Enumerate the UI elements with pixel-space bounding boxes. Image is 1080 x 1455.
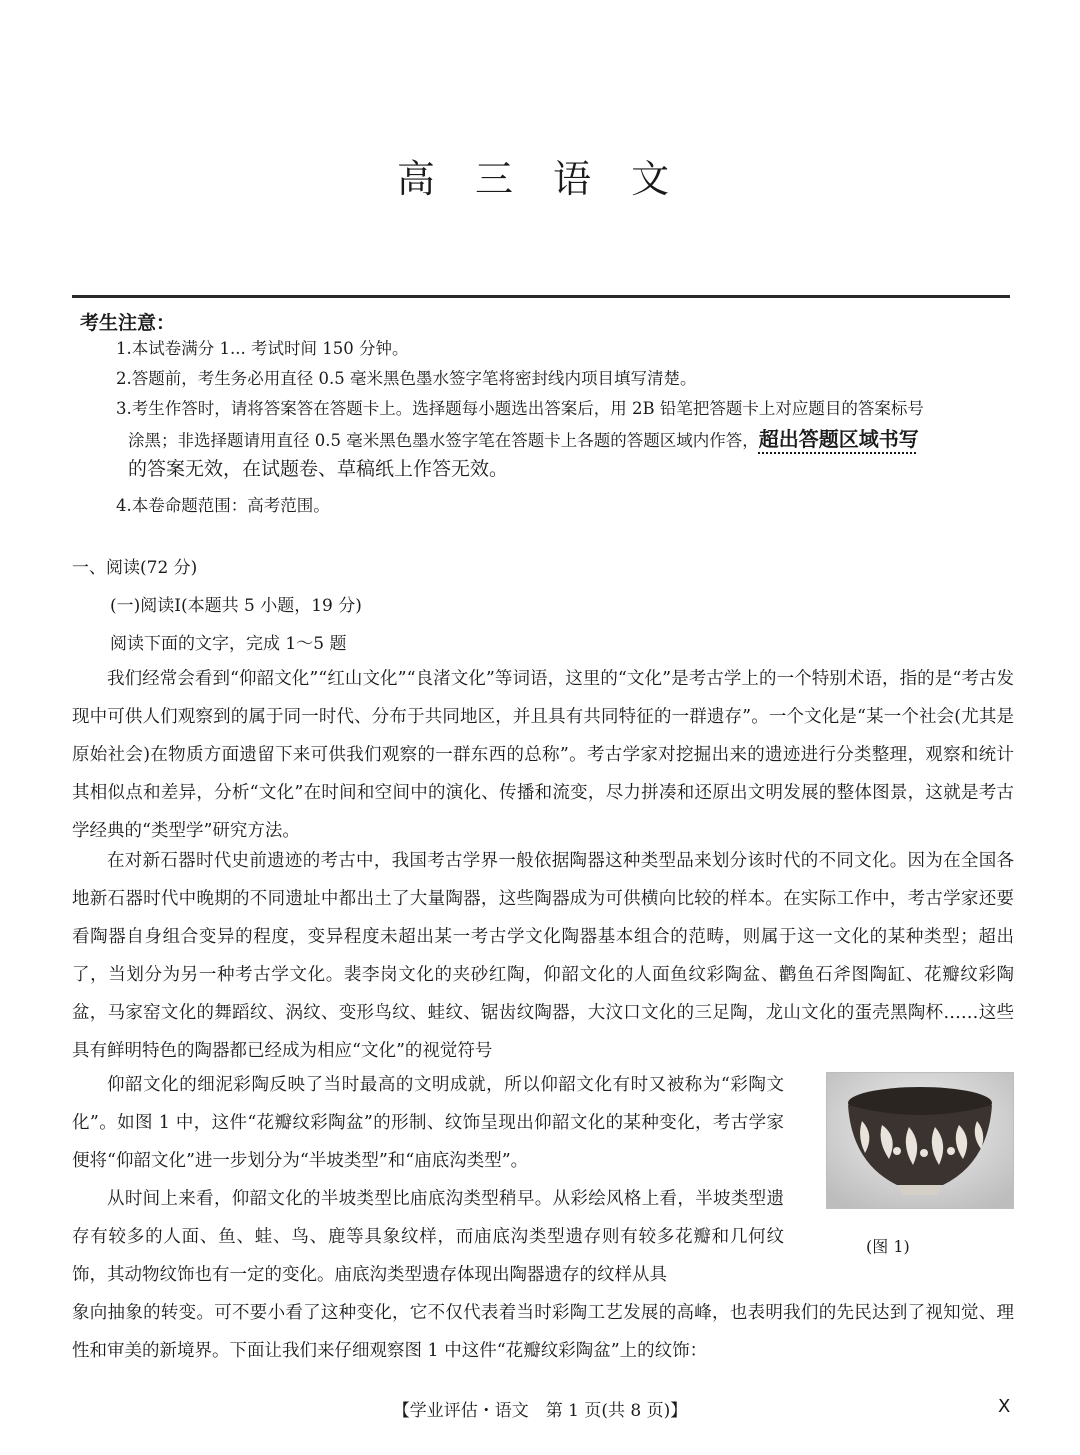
paragraph-4-part-2: 象向抽象的转变。可不要小看了这种变化，它不仅代表着当时彩陶工艺发展的高峰，也表明我们的先民达到了视知觉、理性和审美的新境界。下面让我们来仔细观察图 1 中这件“花瓣纹彩陶盆”上的纹饰：: [72, 1303, 1014, 1361]
section-heading: 一、阅读(72 分): [72, 558, 198, 578]
notice-item-3-line-3: 的答案无效，在试题卷、草稿纸上作答无效。: [128, 458, 509, 480]
subsection-heading: (一)阅读Ⅰ(本题共 5 小题，19 分): [110, 596, 362, 616]
paragraph-4-part-1: 从时间上来看，仰韶文化的半坡类型比庙底沟类型稍早。从彩绘风格上看，半坡类型遗存有较多的人面、鱼、蛙、鸟、鹿等具象纹样，而庙底沟类型遗存则有较多花瓣和几何纹饰，其动物纹饰也有一定的变化。庙底沟类型遗存体现出陶器遗存的纹样从具: [72, 1189, 784, 1285]
page-footer: 【学业评估・语文 第 1 页(共 8 页)】: [392, 1401, 688, 1421]
paragraph-2: 在对新石器时代史前遗迹的考古中，我国考古学界一般依据陶器这种类型品来划分该时代的不同文化。因为在全国各地新石器时代中晚期的不同遗址中都出土了大量陶器，这些陶器成为可供横向比较的样本。在实际工作中，考古学家还要看陶器自身组合变异的程度，变异程度未超出某一考古学文化陶器基本组合的范畴，则属于这一文化的某种类型；超出了，当划分为另一种考古学文化。裴李岗文化的夹砂红陶，仰韶文化的人面鱼纹彩陶盆、鹳鱼石斧图陶缸、花瓣纹彩陶盆，马家窑文化的舞蹈纹、涡纹、变形鸟纹、蛙纹、锯齿纹陶器，大汶口文化的三足陶，龙山文化的蛋壳黑陶杯……这些具有鲜明特色的陶器都已经成为相应“文化”的视觉符号: [72, 851, 1014, 1061]
notice-item-3-line-2: [128, 428, 919, 452]
reading-instruction: 阅读下面的文字，完成 1～5 题: [110, 634, 347, 654]
notice-item-3-line-1: 3.考生作答时，请将答案答在答题卡上。选择题每小题选出答案后，用 2B 铅笔把答题卡上对应题目的答案标号: [116, 399, 924, 418]
figure-painted-pottery-bowl: [826, 1072, 1014, 1209]
figure-caption: (图 1): [866, 1237, 910, 1256]
notice-item-3-emphasis: 超出答题区域书写: [758, 427, 919, 451]
notice-item-3-text: 涂黑；非选择题请用直径 0.5 毫米黑色墨水签字笔在答题卡上各题的答题区域内作答，: [128, 431, 759, 450]
pottery-bowl-image: [827, 1073, 1013, 1208]
notice-item-2: 2.答题前，考生务必用直径 0.5 毫米黑色墨水签字笔将密封线内项目填写清楚。: [116, 369, 697, 388]
page-title: 高 三 语 文: [396, 157, 684, 201]
header-divider: [72, 295, 1010, 298]
paragraph-1: 我们经常会看到“仰韶文化”“红山文化”“良渚文化”等词语，这里的“文化”是考古学上的一个特别术语，指的是“考古发现中可供人们观察到的属于同一时代、分布于共同地区，并且具有共同特征的一群遗存”。一个文化是“某一个社会(尤其是原始社会)在物质方面遗留下来可供我们观察的一群东西的总称”。考古学家对挖掘出来的遗迹进行分类整理，观察和统计其相似点和差异，分析“文化”在时间和空间中的演化、传播和流变，尽力拼凑和还原出文明发展的整体图景，这就是考古学经典的“类型学”研究方法。: [72, 669, 1014, 841]
notice-item-4: 4.本卷命题范围：高考范围。: [116, 496, 330, 515]
paragraph-3: 仰韶文化的细泥彩陶反映了当时最高的文明成就，所以仰韶文化有时又被称为“彩陶文化”。如图 1 中，这件“花瓣纹彩陶盆”的形制、纹饰呈现出仰韶文化的某种变化，考古学家便将“仰韶文化”进一步划分为“半坡类型”和“庙底沟类型”。: [72, 1075, 784, 1171]
bowl-base: [897, 1185, 943, 1195]
notice-item-1: 1.本试卷满分 1... 考试时间 150 分钟。: [116, 339, 409, 358]
notice-heading: 考生注意：: [80, 312, 176, 334]
footer-mark: X: [998, 1396, 1011, 1417]
